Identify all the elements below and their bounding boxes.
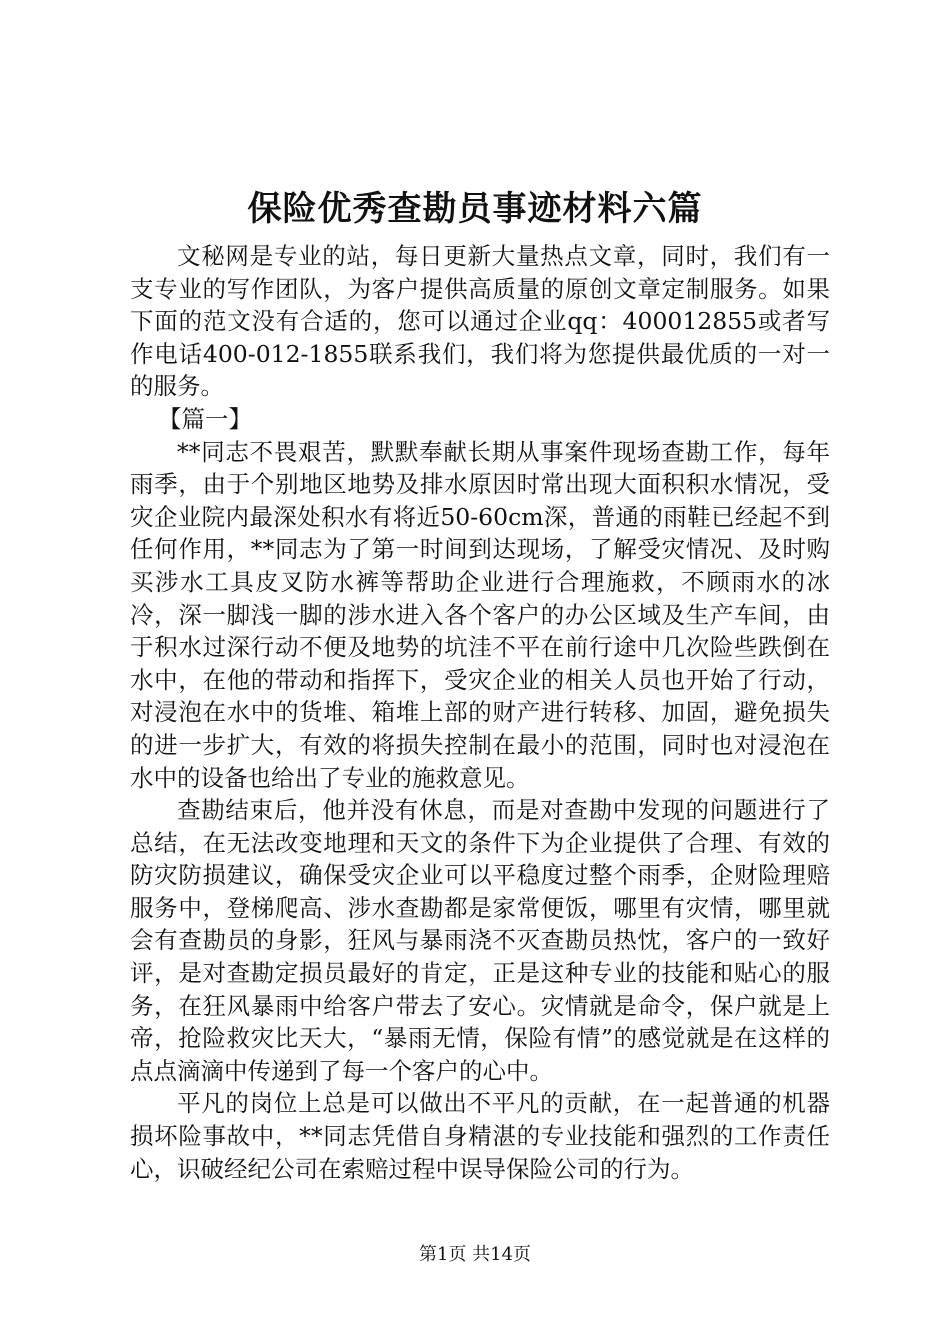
section-heading: 【篇一】 [158,404,252,433]
page-title: 保险优秀查勘员事迹材料六篇 [247,189,703,229]
page-footer: 第1页 共14页 [418,1244,532,1265]
intro-paragraph: 文秘网是专业的站，每日更新大量热点文章，同时，我们有一支专业的写作团队，为客户提供高质量的原创文章定制服务。如果下面的范文没有合适的，您可以通过企业qq：400012855或者写作电话400-012-1855联系我们，我们将为您提供最优质的一对一的服务。 [130,242,830,401]
body-paragraph-2: 查勘结束后，他并没有休息，而是对查勘中发现的问题进行了总结，在无法改变地理和天文的条件下为企业提供了合理、有效的防灾防损建议，确保受灾企业可以平稳度过整个雨季，企财险理赔服务中，登梯爬高、涉水查勘都是家常便饭，哪里有灾情，哪里就会有查勘员的身影，狂风与暴雨浇不灭查勘员热忱，客户的一致好评，是对查勘定损员最好的肯定，正是这种专业的技能和贴心的服务，在狂风暴雨中给客户带去了安心。灾情就是命令，保户就是上帝，抢险救灾比天大，“暴雨无情，保险有情”的感觉就是在这样的点点滴滴中传递到了每一个客户的心中。 [130,796,830,1085]
body-paragraph-3: 平凡的岗位上总是可以做出不平凡的贡献，在一起普通的机器损坏险事故中，**同志凭借自身精湛的专业技能和强烈的工作责任心，识破经纪公司在索赔过程中误导保险公司的行为。 [130,1089,830,1183]
document-body [130,240,830,1185]
body-paragraph-1: **同志不畏艰苦，默默奉献长期从事案件现场查勘工作，每年雨季，由于个别地区地势及排水原因时常出现大面积积水情况，受灾企业院内最深处积水有将近50-60cm深，普通的雨鞋已经起不到任何作用，**同志为了第一时间到达现场，了解受灾情况、及时购买涉水工具皮叉防水裤等帮助企业进行合理施救，不顾雨水的冰冷，深一脚浅一脚的涉水进入各个客户的办公区域及生产车间，由于积水过深行动不便及地势的坑洼不平在前行途中几次险些跌倒在水中，在他的带动和指挥下，受灾企业的相关人员也开始了行动，对浸泡在水中的货堆、箱堆上部的财产进行转移、加固，避免损失的进一步扩大，有效的将损失控制在最小的范围，同时也对浸泡在水中的设备也给出了专业的施救意见。 [130,437,830,792]
